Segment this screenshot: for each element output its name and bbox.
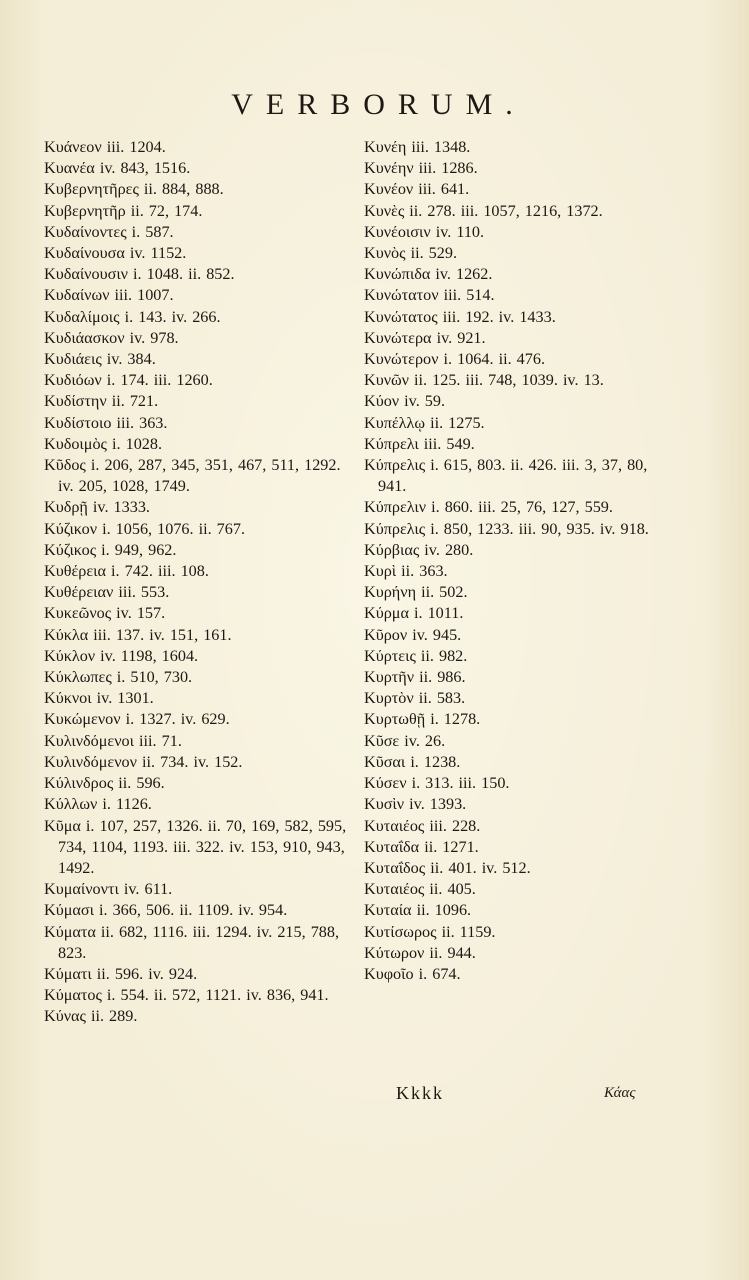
index-entry: Κύματι ii. 596. iv. 924. — [44, 964, 198, 983]
index-entry: Κυνώτατον iii. 514. — [364, 286, 495, 305]
index-entry: Κυδαίνων iii. 1007. — [44, 286, 174, 305]
index-entry: Κύλλων i. 1126. — [44, 795, 152, 814]
index-entry: Κυδαίνοντες i. 587. — [44, 222, 174, 241]
index-entry: Κύκνοι iv. 1301. — [44, 689, 154, 708]
index-entry: Κυνῶν ii. 125. iii. 748, 1039. iv. 13. — [364, 371, 604, 390]
index-entry: Κύμασι i. 366, 506. ii. 1109. iv. 954. — [44, 901, 288, 920]
index-entry: Κυδιάεις iv. 384. — [44, 350, 156, 369]
signature-mark: Kkkk — [396, 1083, 444, 1103]
index-entry: Κυμαίνοντι iv. 611. — [44, 880, 173, 899]
index-entry: Κυρτῆν ii. 986. — [364, 668, 466, 687]
index-entry: Κύζικος i. 949, 962. — [44, 540, 177, 559]
index-entry: Κύματα ii. 682, 1116. iii. 1294. iv. 215, 788, 823. — [44, 922, 340, 962]
index-entry: Κυταιέος ii. 405. — [364, 880, 476, 899]
index-entry: Κυταία ii. 1096. — [364, 901, 472, 920]
index-entry: Κυδιόων i. 174. iii. 1260. — [44, 371, 213, 390]
index-entry: Κύπρελι iii. 549. — [364, 434, 475, 453]
index-entry: Κυβερνητῆρες ii. 884, 888. — [44, 180, 224, 199]
index-entry: Κυλινδόμενοι iii. 71. — [44, 731, 182, 750]
index-entry: Κυλινδόμενον ii. 734. iv. 152. — [44, 752, 243, 771]
index-entry: Κυθέρεια i. 742. iii. 108. — [44, 562, 209, 581]
index-entry: Κυδαίνουσα iv. 1152. — [44, 244, 187, 263]
index-entry: Κυνώτερον i. 1064. ii. 476. — [364, 350, 545, 369]
index-entry: Κῦσε iv. 26. — [364, 731, 446, 750]
index-entry: Κύπρελις i. 850, 1233. iii. 90, 935. iv. 918. — [364, 519, 649, 538]
index-column-right — [364, 137, 674, 985]
index-entry: Κυνέοισιν iv. 110. — [364, 222, 485, 241]
index-entry: Κυδίστην ii. 721. — [44, 392, 159, 411]
index-entry: Κύρμα i. 1011. — [364, 604, 464, 623]
index-entry: Κυνὸς ii. 529. — [364, 244, 457, 263]
index-entry: Κυνώτατος iii. 192. iv. 1433. — [364, 307, 556, 326]
index-entry: Κυρήνη ii. 502. — [364, 583, 468, 602]
index-entry: Κύπρελιν i. 860. iii. 25, 76, 127, 559. — [364, 498, 613, 517]
index-entry: Κυνέη iii. 1348. — [364, 138, 471, 156]
index-entry: Κυδαίνουσιν i. 1048. ii. 852. — [44, 265, 235, 284]
index-entry: Κυρὶ ii. 363. — [364, 562, 448, 581]
index-entry: Κυνὲς ii. 278. iii. 1057, 1216, 1372. — [364, 201, 603, 220]
page-header-title: VERBORUM. — [231, 88, 526, 121]
index-entry: Κῦδος i. 206, 287, 345, 351, 467, 511, 1292. iv. 205, 1028, 1749. — [44, 456, 341, 496]
index-entry: Κῦρον iv. 945. — [364, 625, 462, 644]
index-entry: Κυδαλίμοις i. 143. iv. 266. — [44, 307, 221, 326]
index-entry: Κυδιάασκον iv. 978. — [44, 328, 179, 347]
index-entry: Κυκώμενον i. 1327. iv. 629. — [44, 710, 230, 729]
index-entry: Κυνέον iii. 641. — [364, 180, 470, 199]
index-entry: Κύζικον i. 1056, 1076. ii. 767. — [44, 519, 246, 538]
index-entry: Κῦμα i. 107, 257, 1326. ii. 70, 169, 582, 595, 734, 1104, 1193. iii. 322. iv. 153, 910, 943, 1492. — [44, 816, 347, 877]
index-entry: Κυανέα iv. 843, 1516. — [44, 159, 191, 178]
index-entry: Κύπρελις i. 615, 803. ii. 426. iii. 3, 37, 80, 941. — [364, 456, 648, 496]
index-entry: Κῦσαι i. 1238. — [364, 752, 461, 771]
index-entry: Κυδοιμὸς i. 1028. — [44, 434, 163, 453]
index-entry: Κύκλωπες i. 510, 730. — [44, 668, 193, 687]
index-entry: Κυταΐδα ii. 1271. — [364, 837, 479, 856]
catchword: Κάας — [604, 1085, 636, 1101]
index-entry: Κυταιέος iii. 228. — [364, 816, 481, 835]
index-entry: Κυπέλλῳ ii. 1275. — [364, 413, 485, 432]
index-entry: Κυθέρειαν iii. 553. — [44, 583, 170, 602]
index-entry: Κύκλον iv. 1198, 1604. — [44, 646, 199, 665]
index-entry: Κυταΐδος ii. 401. iv. 512. — [364, 858, 531, 877]
index-entry: Κυδίστοιο iii. 363. — [44, 413, 168, 432]
index-entry: Κυφοῖο i. 674. — [364, 964, 461, 983]
index-entry: Κύτωρον ii. 944. — [364, 943, 476, 962]
index-entry: Κυνώπιδα iv. 1262. — [364, 265, 493, 284]
index-entry: Κύρβιας iv. 280. — [364, 540, 474, 559]
index-entry: Κύσεν i. 313. iii. 150. — [364, 774, 510, 793]
index-entry: Κύλινδρος ii. 596. — [44, 774, 165, 793]
index-entry: Κυάνεον iii. 1204. — [44, 138, 166, 156]
index-entry: Κυσὶν iv. 1393. — [364, 795, 467, 814]
index-entry: Κυτίσωρος ii. 1159. — [364, 922, 496, 941]
index-entry: Κύματος i. 554. ii. 572, 1121. iv. 836, 941. — [44, 986, 329, 1005]
index-entry: Κύον iv. 59. — [364, 392, 446, 411]
index-entry: Κυνέην iii. 1286. — [364, 159, 478, 178]
index-entry: Κυνώτερα iv. 921. — [364, 328, 486, 347]
index-entry: Κυδρῇ iv. 1333. — [44, 498, 150, 517]
index-entry: Κύνας ii. 289. — [44, 1007, 138, 1026]
index-entry: Κυβερνητῆρ ii. 72, 174. — [44, 201, 203, 220]
index-entry: Κύκλα iii. 137. iv. 151, 161. — [44, 625, 232, 644]
index-column-left — [44, 137, 348, 1028]
index-entry: Κυρτὸν ii. 583. — [364, 689, 466, 708]
index-entry: Κυκεῶνος iv. 157. — [44, 604, 166, 623]
index-entry: Κυρτωθῇ i. 1278. — [364, 710, 481, 729]
index-entry: Κύρτεις ii. 982. — [364, 646, 468, 665]
